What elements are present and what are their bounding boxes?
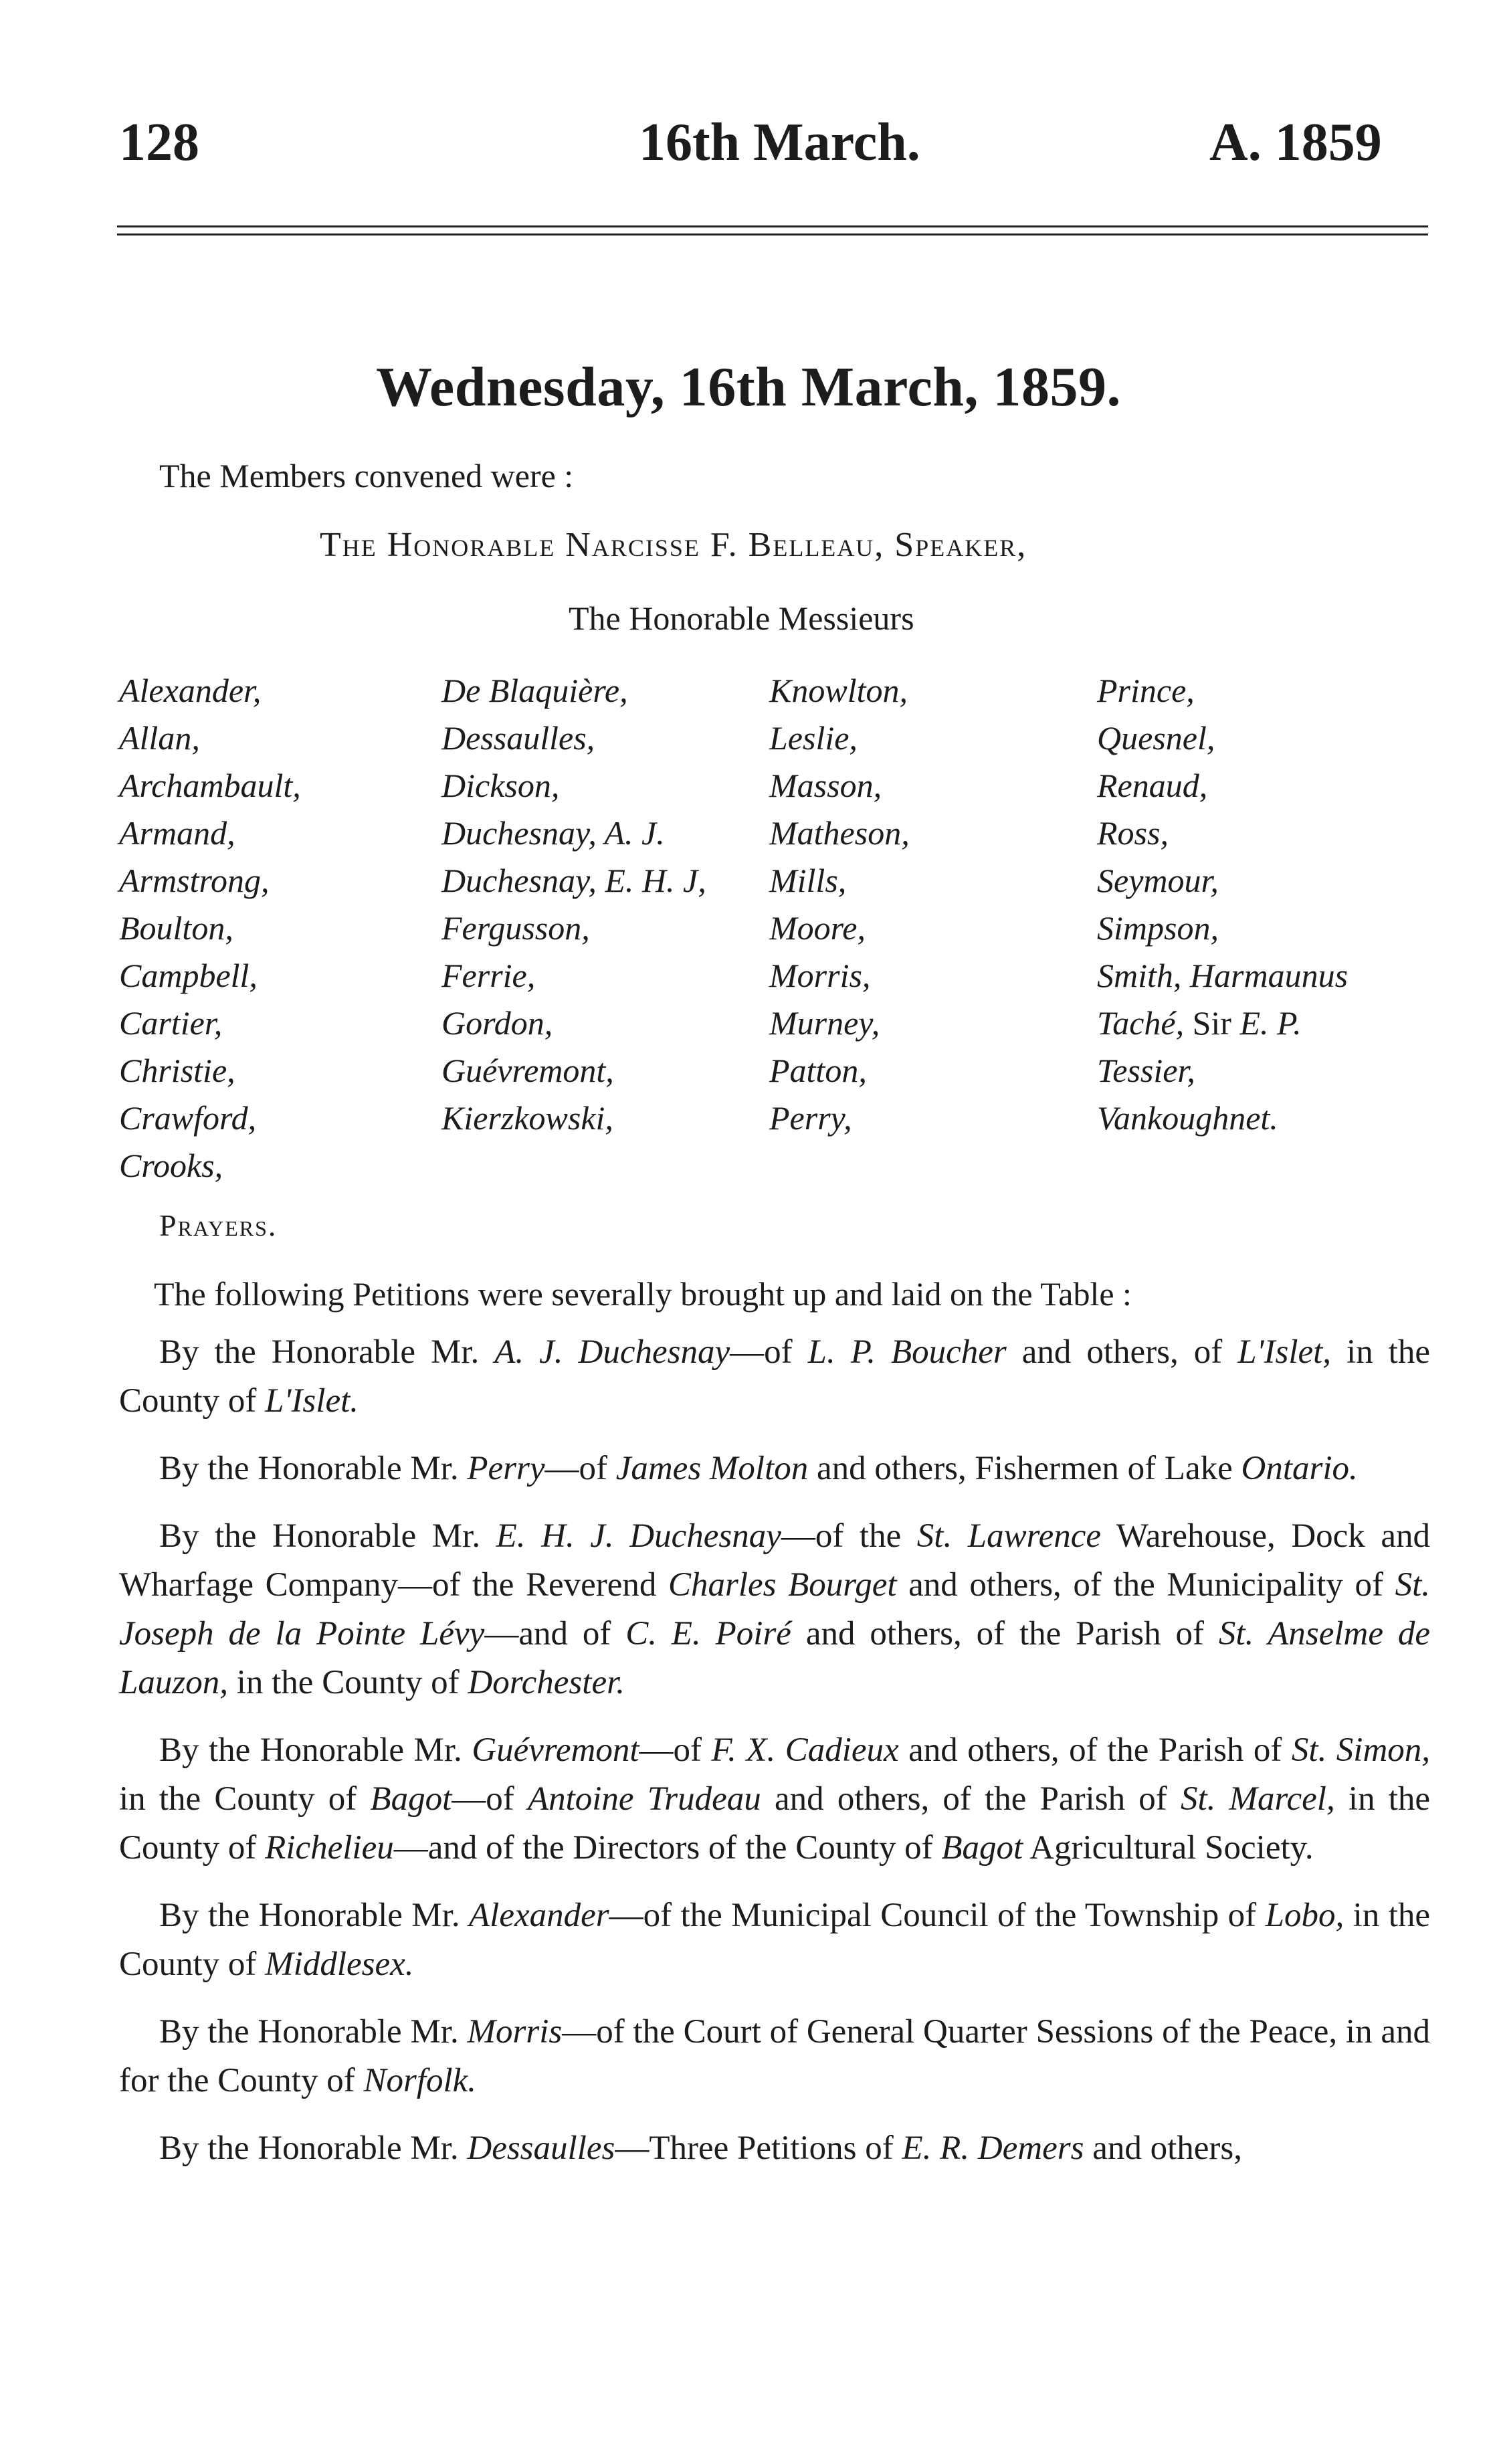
member-name: Matheson, [769,814,910,852]
speaker-role: Speaker, [894,526,1027,564]
member-name: Christie, [119,1052,235,1089]
petitions-list [119,1328,1430,2173]
member-name: Ross, [1097,814,1169,852]
member-name: Cartier, [119,1004,223,1042]
member-name: Vankoughnet. [1097,1099,1278,1137]
member-name: Dessaulles, [441,719,595,757]
member-name: Renaud, [1097,767,1208,804]
petitions-intro: The following Petitions were severally brought up and laid on the Table : [154,1275,1132,1313]
messieurs-heading: The Honorable Messieurs [569,599,914,637]
petition-paragraph: By the Honorable Mr. Guévremont—of F. X. Cadieux and others, of the Parish of St. Simon, in the County of Bagot—of Antoine Trudeau and others, of the Parish of St. Marcel, in the County of Richelieu—and of the Directors of the County of Bagot Agricultural Society. [119,1731,1431,1867]
member-column-2 [441,667,706,1142]
member-name: Guévremont, [441,1052,614,1089]
member-name: Leslie, [769,719,858,757]
member-name: Simpson, [1097,909,1219,947]
member-name: Patton, [769,1052,867,1089]
member-name: Dickson, [441,767,560,804]
member-name: Seymour, [1097,862,1219,899]
session-title: Wednesday, 16th March, 1859. [376,356,1121,418]
member-name: Murney, [769,1004,880,1042]
member-name: Mills, [769,862,847,899]
member-name: Moore, [769,909,866,947]
member-name: Duchesnay, E. H. J, [441,862,706,899]
petition-paragraph: By the Honorable Mr. Dessaulles—Three Petitions of E. R. Demers and others, [159,2129,1242,2167]
page-number: 128 [119,113,199,172]
member-name: Morris, [769,957,871,994]
petition-paragraph: By the Honorable Mr. Perry—of James Molton and others, Fishermen of Lake Ontario. [159,1450,1358,1487]
member-name: Campbell, [119,957,258,994]
member-name: Perry, [769,1099,852,1137]
member-name: Tessier, [1097,1052,1195,1089]
member-name: Armand, [119,814,235,852]
petition-paragraph: By the Honorable Mr. A. J. Duchesnay—of L. P. Boucher and others, of L'Islet, in the County of L'Islet. [119,1333,1430,1420]
tache-initials: E. P. [1239,1004,1302,1042]
member-name: Kierzkowski, [441,1099,613,1137]
header-rule-bottom [117,233,1428,235]
member-name: Crawford, [119,1099,257,1137]
member-name: De Blaquière, [441,672,628,709]
member-name: Alexander, [119,672,262,709]
member-name: Smith, Harmaunus [1097,957,1349,994]
member-name-tache [1097,1000,1348,1047]
member-name: Boulton, [119,909,233,947]
header-year: A. 1859 [1209,113,1382,172]
member-name: Fergusson, [441,909,590,947]
member-name: Gordon, [441,1004,553,1042]
member-name: Archambault, [119,767,301,804]
member-name: Allan, [119,719,200,757]
header-rule-top [117,225,1428,227]
member-name: Ferrie, [441,957,536,994]
header-date: 16th March. [639,113,920,172]
member-column-4 [1097,667,1348,1142]
member-column-1 [119,667,301,1190]
members-convened-line: The Members convened were : [159,457,574,494]
member-name: Quesnel, [1097,719,1215,757]
member-name: Duchesnay, A. J. [441,814,665,852]
member-name: Armstrong, [119,862,270,899]
prayers-heading: Prayers. [159,1208,278,1242]
petition-paragraph: By the Honorable Mr. E. H. J. Duchesnay—of the St. Lawrence Warehouse, Dock and Wharfage Company—of the Reverend Charles Bourget and others, of the Municipality of St. Joseph de la Pointe Lévy—and of C. E. Poiré and others, of the Parish of St. Anselme de Lauzon, in the County of Dorchester. [119,1517,1431,1701]
member-name: Masson, [769,767,882,804]
member-name: Knowlton, [769,672,908,709]
petition-paragraph: By the Honorable Mr. Alexander—of the Municipal Council of the Township of Lobo, in the County of Middlesex. [119,1897,1431,1983]
speaker-line [320,525,1027,565]
petition-paragraph: By the Honorable Mr. Morris—of the Court of General Quarter Sessions of the Peace, in and for the County of Norfolk. [119,2013,1430,2099]
member-name: Prince, [1097,672,1195,709]
tache-title: Sir [1192,1004,1231,1042]
running-head [0,100,1497,187]
member-name: Crooks, [119,1147,223,1184]
tache-surname: Taché, [1097,1004,1185,1042]
member-column-3 [769,667,910,1142]
speaker-name: The Honorable Narcisse F. Belleau, [320,526,885,564]
